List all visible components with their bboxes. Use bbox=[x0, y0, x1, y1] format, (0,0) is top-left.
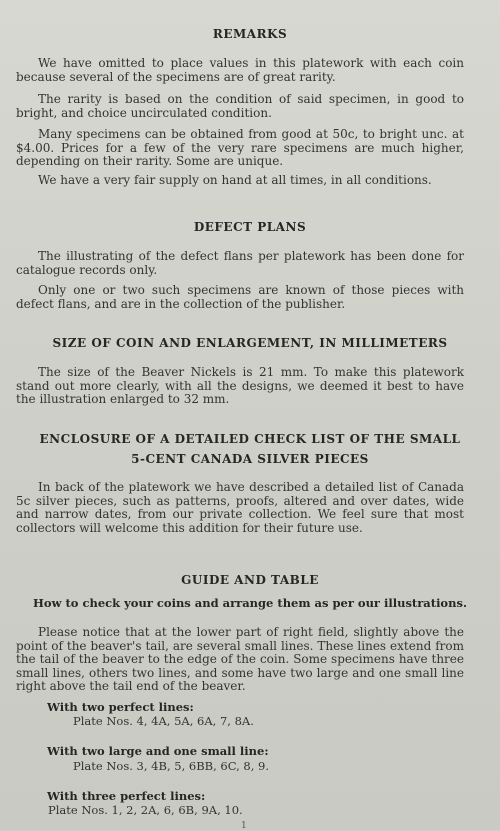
remarks-paragraph-1: We have omitted to place values in this platework with each coin because several of the specimens are of great rarity. bbox=[16, 56, 464, 84]
defect-paragraph-2: Only one or two such specimens are known of those pieces with defect flans, and are in the collection of the publisher. bbox=[16, 283, 464, 311]
group-label-two-large-one-small: With two large and one small line: bbox=[47, 744, 269, 758]
group-plates-two-perfect: Plate Nos. 4, 4A, 5A, 6A, 7, 8A. bbox=[73, 714, 254, 728]
enclosure-heading-line-2: 5-CENT CANADA SILVER PIECES bbox=[131, 452, 369, 466]
group-label-three-perfect: With three perfect lines: bbox=[47, 789, 206, 803]
group-plates-three-perfect: Plate Nos. 1, 2, 2A, 6, 6B, 9A, 10. bbox=[48, 803, 243, 817]
guide-heading: GUIDE AND TABLE bbox=[181, 573, 319, 587]
enclosure-paragraph-1: In back of the platework we have described a detailed list of Canada 5c silver pieces, such as patterns, proofs, altered and over dates, wide and narrow dates, from our private collection. We feel sure that most collectors will welcome this addition for their future use. bbox=[16, 480, 464, 535]
enclosure-heading-line-1: ENCLOSURE OF A DETAILED CHECK LIST OF THE SMALL bbox=[39, 432, 461, 446]
remarks-paragraph-4: We have a very fair supply on hand at all times, in all conditions. bbox=[38, 173, 432, 187]
guide-subheading: How to check your coins and arrange them as per our illustrations. bbox=[33, 596, 467, 610]
page-number: 1 bbox=[241, 821, 247, 831]
remarks-paragraph-2: The rarity is based on the condition of said specimen, in good to bright, and choice uncirculated condition. bbox=[16, 92, 464, 120]
group-label-two-perfect: With two perfect lines: bbox=[47, 700, 194, 714]
defect-paragraph-1: The illustrating of the defect flans per platework has been done for catalogue records only. bbox=[16, 249, 464, 277]
size-heading: SIZE OF COIN AND ENLARGEMENT, IN MILLIMETERS bbox=[52, 336, 448, 350]
remarks-heading: REMARKS bbox=[212, 27, 288, 41]
guide-paragraph: Please notice that at the lower part of right field, slightly above the point of the beaver's tail, are several small lines. These lines extend from the tail of the beaver to the edge of the coin. Some specimens have three small lines, others two lines, and some have two large and one small line right above the tail end of the beaver. bbox=[16, 625, 464, 693]
group-plates-two-large-one-small: Plate Nos. 3, 4B, 5, 6BB, 6C, 8, 9. bbox=[73, 759, 270, 773]
size-paragraph-1: The size of the Beaver Nickels is 21 mm. To make this platework stand out more clearly, with all the designs, we deemed it best to have the illustration enlarged to 32 mm. bbox=[16, 365, 464, 406]
remarks-paragraph-3: Many specimens can be obtained from good at 50c, to bright unc. at $4.00. Prices for a few of the very rare specimens are much higher, depending on their rarity. Some are unique. bbox=[16, 127, 464, 168]
defect-heading: DEFECT PLANS bbox=[193, 220, 307, 234]
